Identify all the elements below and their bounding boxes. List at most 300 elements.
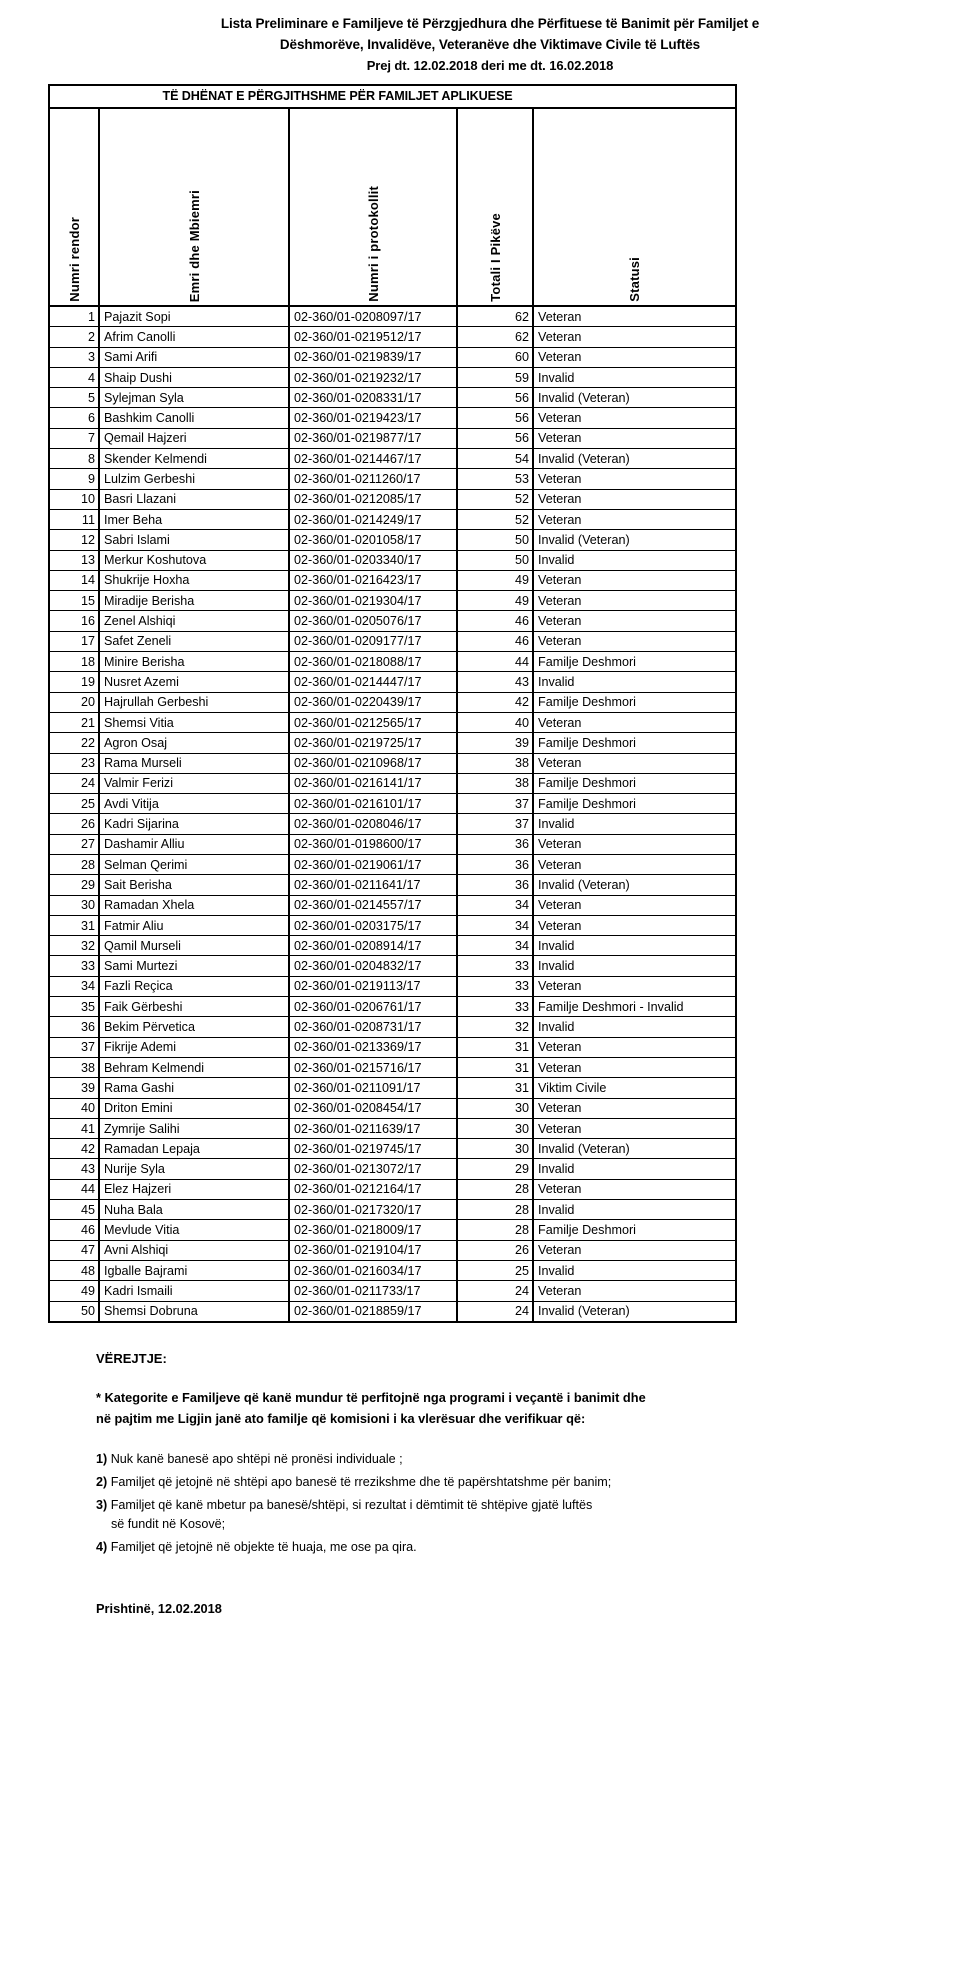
row-points: 36 [457,855,533,875]
row-points: 49 [457,591,533,611]
row-number: 31 [49,915,99,935]
table-row [49,956,736,976]
row-points: 46 [457,631,533,651]
row-name: Qamil Murseli [99,936,289,956]
row-points: 32 [457,1017,533,1037]
row-name: Lulzim Gerbeshi [99,469,289,489]
row-protocol: 02-360/01-0206761/17 [289,997,457,1017]
row-number: 15 [49,591,99,611]
table-row [49,1078,736,1098]
notes-intro [96,1388,756,1429]
row-status: Familje Deshmori [533,652,736,672]
row-number: 47 [49,1240,99,1260]
row-name: Bekim Përvetica [99,1017,289,1037]
row-protocol: 02-360/01-0209177/17 [289,631,457,651]
row-protocol: 02-360/01-0214447/17 [289,672,457,692]
row-name: Shukrije Hoxha [99,570,289,590]
page-title-line-1: Lista Preliminare e Familjeve të Përzgjedhura dhe Përfituese të Banimit për Familjet e [220,16,760,31]
row-name: Basri Llazani [99,489,289,509]
page-title-line-3: Prej dt. 12.02.2018 deri me dt. 16.02.2018 [366,57,614,73]
table-row [49,834,736,854]
row-protocol: 02-360/01-0216034/17 [289,1260,457,1280]
row-protocol: 02-360/01-0212565/17 [289,712,457,732]
row-name: Dashamir Alliu [99,834,289,854]
table-row [49,306,736,327]
row-number: 10 [49,489,99,509]
row-name: Ramadan Xhela [99,895,289,915]
row-name: Sami Murtezi [99,956,289,976]
row-status: Invalid [533,956,736,976]
notes-item-number: 4) [96,1540,108,1555]
table-row [49,672,736,692]
row-number: 7 [49,428,99,448]
notes-item-text: Familjet që kanë mbetur pa banesë/shtëpi, si rezultat i dëmtimit të shtëpive gjatë luftës [110,1498,593,1513]
row-protocol: 02-360/01-0219839/17 [289,347,457,367]
row-status: Veteran [533,855,736,875]
row-number: 28 [49,855,99,875]
row-status: Veteran [533,591,736,611]
table-row [49,1200,736,1220]
row-points: 54 [457,449,533,469]
row-name: Shaip Dushi [99,367,289,387]
row-number: 29 [49,875,99,895]
row-status: Invalid [533,1260,736,1280]
row-protocol: 02-360/01-0211260/17 [289,469,457,489]
row-number: 48 [49,1260,99,1280]
table-row [49,1281,736,1301]
row-status: Veteran [533,509,736,529]
table-banner [49,85,736,108]
row-number: 50 [49,1301,99,1322]
row-number: 9 [49,469,99,489]
row-protocol: 02-360/01-0218088/17 [289,652,457,672]
row-number: 1 [49,306,99,327]
notes-item-text: Nuk kanë banesë apo shtëpi në pronësi individuale ; [110,1451,403,1466]
notes-item [96,1538,776,1557]
row-protocol: 02-360/01-0212085/17 [289,489,457,509]
row-status: Veteran [533,1240,736,1260]
row-protocol: 02-360/01-0219423/17 [289,408,457,428]
row-protocol: 02-360/01-0208097/17 [289,306,457,327]
row-number: 32 [49,936,99,956]
table-row [49,1118,736,1138]
row-protocol: 02-360/01-0214249/17 [289,509,457,529]
table-banner-text: TË DHËNAT E PËRGJITHSHME PËR FAMILJET APLIKUESE [162,88,513,103]
row-name: Behram Kelmendi [99,1057,289,1077]
row-number: 19 [49,672,99,692]
table-row [49,489,736,509]
row-status: Veteran [533,976,736,996]
column-header-statusi [533,108,736,306]
row-points: 29 [457,1159,533,1179]
row-points: 30 [457,1118,533,1138]
row-name: Sabri Islami [99,530,289,550]
row-points: 30 [457,1139,533,1159]
applicants-table-body [49,85,736,1322]
table-row [49,327,736,347]
row-status: Veteran [533,1057,736,1077]
table-row [49,388,736,408]
row-protocol: 02-360/01-0208046/17 [289,814,457,834]
row-protocol: 02-360/01-0216141/17 [289,773,457,793]
table-row [49,1017,736,1037]
row-points: 36 [457,834,533,854]
notes-item-number: 3) [96,1498,108,1513]
row-protocol: 02-360/01-0219061/17 [289,855,457,875]
table-row [49,591,736,611]
page-title-line-2: Dëshmorëve, Invalidëve, Veteranëve dhe Viktimave Civile të Luftës [279,36,701,52]
row-number: 12 [49,530,99,550]
row-number: 22 [49,733,99,753]
row-name: Hajrullah Gerbeshi [99,692,289,712]
notes-heading: VËREJTJE: [96,1350,167,1366]
table-row [49,976,736,996]
row-number: 24 [49,773,99,793]
row-points: 34 [457,895,533,915]
row-number: 40 [49,1098,99,1118]
row-name: Zymrije Salihi [99,1118,289,1138]
row-number: 49 [49,1281,99,1301]
row-number: 35 [49,997,99,1017]
row-name: Valmir Ferizi [99,773,289,793]
row-points: 31 [457,1037,533,1057]
row-name: Imer Beha [99,509,289,529]
row-number: 30 [49,895,99,915]
row-name: Selman Qerimi [99,855,289,875]
row-status: Invalid [533,1159,736,1179]
row-number: 20 [49,692,99,712]
table-row [49,347,736,367]
table-row [49,915,736,935]
table-row [49,509,736,529]
column-header-label: Statusi [627,257,643,302]
row-number: 3 [49,347,99,367]
row-points: 49 [457,570,533,590]
table-row [49,936,736,956]
row-points: 53 [457,469,533,489]
table-row [49,469,736,489]
row-number: 34 [49,976,99,996]
table-row [49,1159,736,1179]
row-name: Nusret Azemi [99,672,289,692]
row-number: 41 [49,1118,99,1138]
row-name: Pajazit Sopi [99,306,289,327]
row-points: 28 [457,1200,533,1220]
row-status: Invalid (Veteran) [533,530,736,550]
row-points: 44 [457,652,533,672]
row-status: Veteran [533,1037,736,1057]
row-points: 46 [457,611,533,631]
row-points: 52 [457,489,533,509]
table-row [49,895,736,915]
row-points: 26 [457,1240,533,1260]
notes-item-number: 2) [96,1474,108,1489]
document-title-block [0,0,980,80]
row-points: 39 [457,733,533,753]
row-status: Familje Deshmori - Invalid [533,997,736,1017]
table-row [49,428,736,448]
table-row [49,449,736,469]
row-status: Veteran [533,611,736,631]
row-number: 23 [49,753,99,773]
row-protocol: 02-360/01-0220439/17 [289,692,457,712]
row-status: Veteran [533,347,736,367]
row-protocol: 02-360/01-0219304/17 [289,591,457,611]
row-protocol: 02-360/01-0219725/17 [289,733,457,753]
applicants-table [48,84,737,1323]
row-protocol: 02-360/01-0213369/17 [289,1037,457,1057]
row-name: Ramadan Lepaja [99,1139,289,1159]
row-points: 34 [457,915,533,935]
row-points: 56 [457,408,533,428]
applicants-table-wrap [0,80,980,1323]
row-status: Invalid [533,814,736,834]
notes-signoff: Prishtinë, 12.02.2018 [96,1601,222,1617]
table-row [49,550,736,570]
row-number: 18 [49,652,99,672]
row-name: Skender Kelmendi [99,449,289,469]
row-status: Invalid [533,367,736,387]
row-number: 39 [49,1078,99,1098]
row-status: Veteran [533,306,736,327]
row-name: Safet Zeneli [99,631,289,651]
row-status: Invalid [533,1017,736,1037]
row-name: Shemsi Dobruna [99,1301,289,1322]
row-status: Veteran [533,631,736,651]
row-status: Familje Deshmori [533,692,736,712]
row-points: 33 [457,956,533,976]
row-protocol: 02-360/01-0208731/17 [289,1017,457,1037]
row-name: Minire Berisha [99,652,289,672]
table-row [49,712,736,732]
row-status: Invalid [533,936,736,956]
row-status: Veteran [533,489,736,509]
row-name: Faik Gërbeshi [99,997,289,1017]
row-protocol: 02-360/01-0203175/17 [289,915,457,935]
row-number: 8 [49,449,99,469]
row-status: Familje Deshmori [533,733,736,753]
column-header-label: Emri dhe Mbiemri [186,189,202,302]
table-row [49,1220,736,1240]
row-protocol: 02-360/01-0208331/17 [289,388,457,408]
row-points: 28 [457,1179,533,1199]
row-points: 34 [457,936,533,956]
table-row [49,855,736,875]
row-number: 37 [49,1037,99,1057]
row-points: 56 [457,388,533,408]
row-status: Veteran [533,1118,736,1138]
row-name: Nurije Syla [99,1159,289,1179]
row-status: Veteran [533,1179,736,1199]
row-protocol: 02-360/01-0219745/17 [289,1139,457,1159]
row-points: 43 [457,672,533,692]
row-protocol: 02-360/01-0218859/17 [289,1301,457,1322]
row-name: Elez Hajzeri [99,1179,289,1199]
row-number: 36 [49,1017,99,1037]
row-name: Mevlude Vitia [99,1220,289,1240]
row-status: Invalid (Veteran) [533,1301,736,1322]
row-status: Veteran [533,753,736,773]
notes-intro-line-2: në pajtim me Ligjin janë ato familje që komisioni i ka vlerësuar dhe verifikuar që: [96,1411,586,1427]
table-row [49,733,736,753]
row-status: Veteran [533,428,736,448]
row-protocol: 02-360/01-0219232/17 [289,367,457,387]
notes-item-number: 1) [96,1451,108,1466]
row-points: 33 [457,997,533,1017]
table-row [49,875,736,895]
row-status: Invalid (Veteran) [533,875,736,895]
row-protocol: 02-360/01-0217320/17 [289,1200,457,1220]
notes-item-text: Familjet që jetojnë në shtëpi apo banesë të rrezikshme dhe të papërshtatshme për banim; [110,1474,612,1489]
row-number: 42 [49,1139,99,1159]
row-name: Fikrije Ademi [99,1037,289,1057]
column-header-emri-mbiemri [99,108,289,306]
row-number: 45 [49,1200,99,1220]
table-row [49,814,736,834]
row-name: Nuha Bala [99,1200,289,1220]
row-points: 24 [457,1301,533,1322]
notes-intro-line-1: * Kategorite e Familjeve që kanë mundur të perfitojnë nga programi i veçantë i banimit dhe [96,1390,646,1406]
table-row [49,1057,736,1077]
row-status: Veteran [533,327,736,347]
row-name: Miradije Berisha [99,591,289,611]
row-number: 14 [49,570,99,590]
column-header-label: Totali I Pikëve [487,213,503,302]
row-name: Afrim Canolli [99,327,289,347]
row-name: Qemail Hajzeri [99,428,289,448]
row-protocol: 02-360/01-0211641/17 [289,875,457,895]
row-protocol: 02-360/01-0219104/17 [289,1240,457,1260]
table-row [49,1260,736,1280]
row-number: 26 [49,814,99,834]
column-header-label: Numri i protokollit [365,186,381,302]
row-protocol: 02-360/01-0210968/17 [289,753,457,773]
table-row [49,1301,736,1322]
row-name: Sylejman Syla [99,388,289,408]
row-points: 30 [457,1098,533,1118]
row-status: Veteran [533,834,736,854]
table-row [49,773,736,793]
row-number: 11 [49,509,99,529]
row-status: Veteran [533,469,736,489]
row-points: 28 [457,1220,533,1240]
row-protocol: 02-360/01-0205076/17 [289,611,457,631]
row-protocol: 02-360/01-0213072/17 [289,1159,457,1179]
row-points: 38 [457,753,533,773]
row-name: Sait Berisha [99,875,289,895]
row-points: 56 [457,428,533,448]
row-status: Veteran [533,1098,736,1118]
row-protocol: 02-360/01-0215716/17 [289,1057,457,1077]
row-points: 40 [457,712,533,732]
row-number: 2 [49,327,99,347]
row-name: Rama Gashi [99,1078,289,1098]
row-protocol: 02-360/01-0203340/17 [289,550,457,570]
row-points: 31 [457,1078,533,1098]
row-points: 31 [457,1057,533,1077]
row-points: 25 [457,1260,533,1280]
row-protocol: 02-360/01-0219113/17 [289,976,457,996]
row-protocol: 02-360/01-0214467/17 [289,449,457,469]
row-status: Invalid [533,550,736,570]
table-row [49,794,736,814]
row-protocol: 02-360/01-0216423/17 [289,570,457,590]
row-points: 62 [457,327,533,347]
row-name: Driton Emini [99,1098,289,1118]
row-name: Fatmir Aliu [99,915,289,935]
row-number: 21 [49,712,99,732]
notes-item-continuation: së fundit në Kosovë; [111,1517,226,1532]
notes-item [96,1496,776,1534]
row-name: Agron Osaj [99,733,289,753]
row-protocol: 02-360/01-0211639/17 [289,1118,457,1138]
row-protocol: 02-360/01-0219512/17 [289,327,457,347]
row-name: Shemsi Vitia [99,712,289,732]
table-row [49,1139,736,1159]
notes-item [96,1450,776,1469]
row-name: Kadri Ismaili [99,1281,289,1301]
notes-items [96,1450,890,1558]
table-row [49,1179,736,1199]
row-number: 25 [49,794,99,814]
row-points: 33 [457,976,533,996]
row-points: 36 [457,875,533,895]
row-status: Invalid [533,672,736,692]
table-row [49,367,736,387]
row-status: Veteran [533,408,736,428]
row-points: 37 [457,794,533,814]
row-points: 59 [457,367,533,387]
row-protocol: 02-360/01-0216101/17 [289,794,457,814]
row-name: Fazli Reçica [99,976,289,996]
row-number: 4 [49,367,99,387]
row-status: Veteran [533,712,736,732]
row-protocol: 02-360/01-0208454/17 [289,1098,457,1118]
row-points: 62 [457,306,533,327]
table-row [49,753,736,773]
row-points: 42 [457,692,533,712]
row-status: Familje Deshmori [533,1220,736,1240]
row-status: Veteran [533,1281,736,1301]
row-status: Veteran [533,915,736,935]
row-number: 38 [49,1057,99,1077]
row-number: 6 [49,408,99,428]
table-row [49,570,736,590]
row-protocol: 02-360/01-0214557/17 [289,895,457,915]
notes-section [0,1323,980,1619]
row-number: 43 [49,1159,99,1179]
row-number: 16 [49,611,99,631]
row-points: 50 [457,530,533,550]
row-points: 38 [457,773,533,793]
table-row [49,530,736,550]
column-header-totali-pikeve [457,108,533,306]
row-name: Rama Murseli [99,753,289,773]
row-name: Bashkim Canolli [99,408,289,428]
row-protocol: 02-360/01-0218009/17 [289,1220,457,1240]
row-number: 46 [49,1220,99,1240]
row-name: Sami Arifi [99,347,289,367]
row-status: Invalid (Veteran) [533,1139,736,1159]
row-status: Veteran [533,570,736,590]
row-points: 60 [457,347,533,367]
row-name: Merkur Koshutova [99,550,289,570]
row-name: Igballe Bajrami [99,1260,289,1280]
row-status: Invalid [533,1200,736,1220]
row-number: 33 [49,956,99,976]
column-header-label: Numri rendor [66,217,82,302]
column-header-numri-rendor [49,108,99,306]
